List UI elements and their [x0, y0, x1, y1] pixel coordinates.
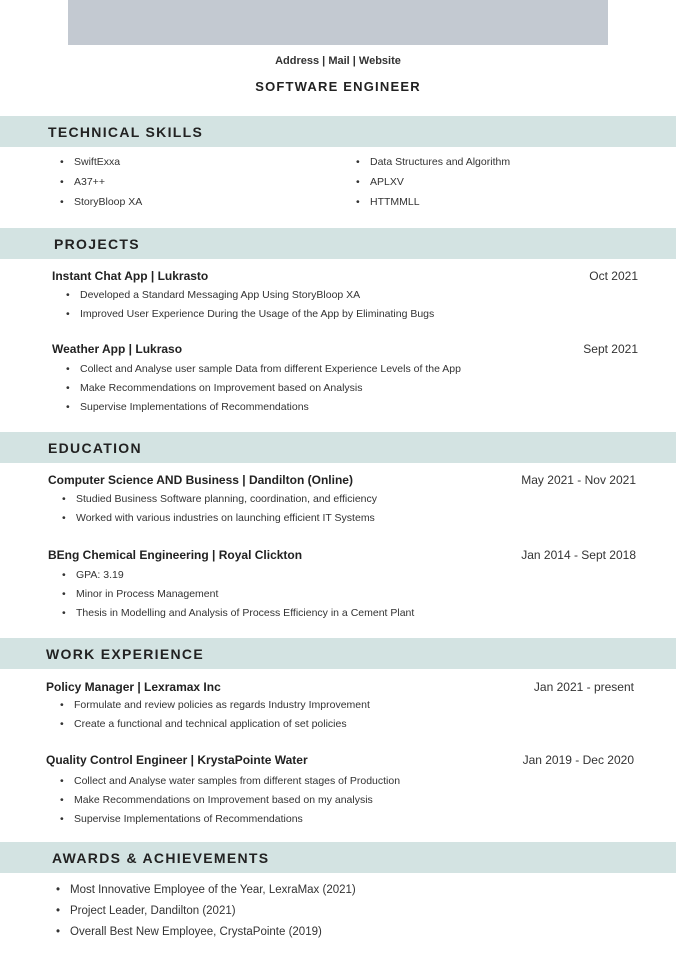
education-date: May 2021 - Nov 2021 [521, 473, 636, 487]
section-band-work [0, 638, 676, 669]
education-bullets [62, 490, 377, 528]
skill-item: • StoryBloop XA [60, 192, 142, 212]
project-bullets [66, 286, 434, 324]
project-date: Oct 2021 [589, 269, 638, 283]
list-item: • Supervise Implementations of Recommendations [66, 398, 461, 417]
award-item: • Overall Best New Employee, CrystaPointe (2019) [56, 922, 356, 943]
section-band-awards [0, 842, 676, 873]
award-item: • Most Innovative Employee of the Year, LexraMax (2021) [56, 880, 356, 901]
project-date: Sept 2021 [583, 342, 638, 356]
work-date: Jan 2021 - present [533, 680, 634, 694]
skills-list-left [60, 152, 142, 212]
award-item: • Project Leader, Dandilton (2021) [56, 901, 356, 922]
section-band-skills [0, 116, 676, 147]
list-item: • Make Recommendations on Improvement based on Analysis [66, 379, 461, 398]
list-item: • Formulate and review policies as regards Industry Improvement [60, 696, 370, 715]
section-heading-work: WORK EXPERIENCE [46, 646, 204, 662]
awards-list [56, 880, 356, 943]
project-bullets [66, 360, 461, 417]
list-item: • Worked with various industries on launching efficient IT Systems [62, 509, 377, 528]
skill-item: • Data Structures and Algorithm [356, 152, 510, 172]
list-item: • Minor in Process Management [62, 585, 414, 604]
work-title: Quality Control Engineer | KrystaPointe Water [46, 753, 308, 767]
skill-item: • HTTMMLL [356, 192, 510, 212]
work-date: Jan 2019 - Dec 2020 [522, 753, 634, 767]
list-item: • GPA: 3.19 [62, 566, 414, 585]
list-item: • Thesis in Modelling and Analysis of Process Efficiency in a Cement Plant [62, 604, 414, 623]
contact-line: Address | Mail | Website [275, 55, 401, 67]
list-item: • Developed a Standard Messaging App Using StoryBloop XA [66, 286, 434, 305]
education-bullets [62, 566, 414, 623]
section-band-education [0, 432, 676, 463]
project-title: Weather App | Lukraso [52, 342, 183, 356]
list-item: • Supervise Implementations of Recommendations [60, 810, 400, 829]
project-title: Instant Chat App | Lukrasto [52, 269, 209, 283]
list-item: • Collect and Analyse water samples from different stages of Production [60, 772, 400, 791]
skill-item: • SwiftExxa [60, 152, 142, 172]
list-item: • Studied Business Software planning, coordination, and efficiency [62, 490, 377, 509]
section-band-projects [0, 228, 676, 259]
work-title: Policy Manager | Lexramax Inc [46, 680, 221, 694]
name-banner [68, 0, 608, 45]
work-bullets [60, 696, 370, 734]
section-heading-projects: PROJECTS [54, 236, 140, 252]
skill-item: • A37++ [60, 172, 142, 192]
job-title: SOFTWARE ENGINEER [255, 79, 421, 94]
list-item: • Collect and Analyse user sample Data from different Experience Levels of the App [66, 360, 461, 379]
work-bullets [60, 772, 400, 829]
list-item: • Improved User Experience During the Usage of the App by Eliminating Bugs [66, 305, 434, 324]
education-title: BEng Chemical Engineering | Royal Clickton [48, 548, 303, 562]
education-title: Computer Science AND Business | Dandilton (Online) [48, 473, 353, 487]
education-date: Jan 2014 - Sept 2018 [521, 548, 636, 562]
section-heading-education: EDUCATION [48, 440, 142, 456]
list-item: • Make Recommendations on Improvement based on my analysis [60, 791, 400, 810]
section-heading-skills: TECHNICAL SKILLS [48, 124, 204, 140]
list-item: • Create a functional and technical application of set policies [60, 715, 370, 734]
skill-item: • APLXV [356, 172, 510, 192]
section-heading-awards: AWARDS & ACHIEVEMENTS [52, 850, 270, 866]
skills-list-right [356, 152, 510, 212]
